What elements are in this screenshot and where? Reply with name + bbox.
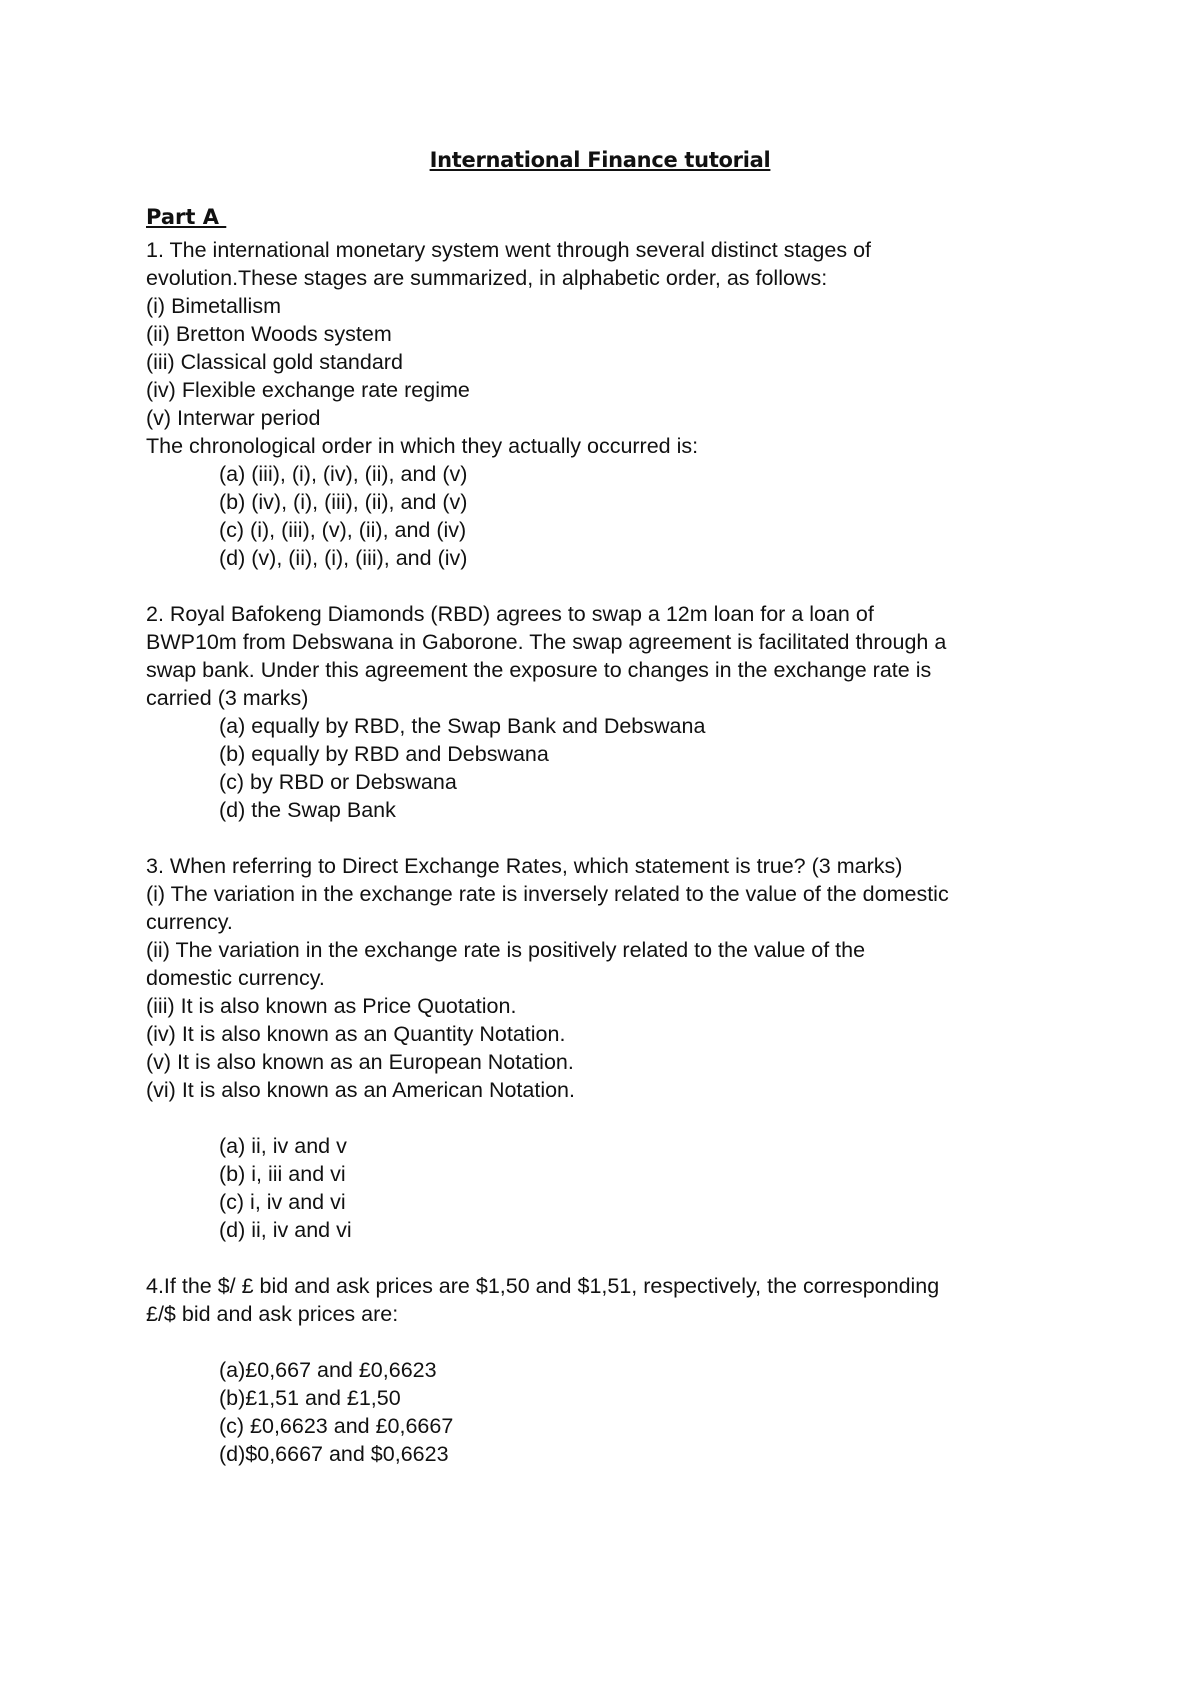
- question-2: [146, 600, 1076, 824]
- question-1-option-a: (a) (iii), (i), (iv), (ii), and (v): [219, 462, 468, 486]
- question-1-stage-item: (iii) Classical gold standard: [146, 350, 403, 374]
- question-3-line: 3. When referring to Direct Exchange Rates, which statement is true? (3 marks): [146, 854, 903, 878]
- question-2-option-a: (a) equally by RBD, the Swap Bank and Debswana: [219, 714, 706, 738]
- spacer: [146, 572, 1076, 600]
- part-a-heading: Part A: [146, 205, 227, 229]
- question-3-statement: (i) The variation in the exchange rate is inversely related to the value of the domestic: [146, 882, 949, 906]
- question-3-statement: currency.: [146, 910, 233, 934]
- question-4-option-d: (d)$0,6667 and $0,6623: [219, 1442, 449, 1466]
- question-4-option-b: (b)£1,51 and £1,50: [219, 1386, 401, 1410]
- question-2-option-b: (b) equally by RBD and Debswana: [219, 742, 549, 766]
- spacer: [146, 1104, 1076, 1132]
- question-1-line: evolution.These stages are summarized, in alphabetic order, as follows:: [146, 266, 828, 290]
- question-3-option-b: (b) i, iii and vi: [219, 1162, 346, 1186]
- document-body: [146, 236, 1076, 1468]
- question-3-option-a: (a) ii, iv and v: [219, 1134, 347, 1158]
- question-1: [146, 236, 1076, 572]
- question-3-option-d: (d) ii, iv and vi: [219, 1218, 352, 1242]
- spacer: [146, 824, 1076, 852]
- question-1-line: 1. The international monetary system went through several distinct stages of: [146, 238, 872, 262]
- spacer: [146, 1244, 1076, 1272]
- question-3: [146, 852, 1076, 1244]
- question-2-option-c: (c) by RBD or Debswana: [219, 770, 457, 794]
- question-1-prompt: The chronological order in which they actually occurred is:: [146, 434, 699, 458]
- question-1-option-d: (d) (v), (ii), (i), (iii), and (iv): [219, 546, 468, 570]
- question-2-line: BWP10m from Debswana in Gaborone. The swap agreement is facilitated through a: [146, 630, 947, 654]
- question-1-stage-item: (i) Bimetallism: [146, 294, 281, 318]
- question-4: [146, 1272, 1076, 1468]
- question-1-stage-item: (ii) Bretton Woods system: [146, 322, 392, 346]
- question-3-statement: (v) It is also known as an European Notation.: [146, 1050, 574, 1074]
- spacer: [146, 1328, 1076, 1356]
- question-1-option-b: (b) (iv), (i), (iii), (ii), and (v): [219, 490, 468, 514]
- question-3-statement: (iv) It is also known as an Quantity Notation.: [146, 1022, 566, 1046]
- question-1-option-c: (c) (i), (iii), (v), (ii), and (iv): [219, 518, 467, 542]
- question-2-line: carried (3 marks): [146, 686, 309, 710]
- question-4-line: 4.If the $/ £ bid and ask prices are $1,50 and $1,51, respectively, the corresponding: [146, 1274, 940, 1298]
- question-3-statement: (vi) It is also known as an American Notation.: [146, 1078, 575, 1102]
- question-3-statement: domestic currency.: [146, 966, 325, 990]
- question-3-statement: (ii) The variation in the exchange rate is positively related to the value of the: [146, 938, 866, 962]
- question-4-line: £/$ bid and ask prices are:: [146, 1302, 399, 1326]
- question-2-line: 2. Royal Bafokeng Diamonds (RBD) agrees to swap a 12m loan for a loan of: [146, 602, 874, 626]
- document-title: International Finance tutorial: [429, 148, 771, 172]
- question-1-stage-item: (v) Interwar period: [146, 406, 321, 430]
- question-4-option-a: (a)£0,667 and £0,6623: [219, 1358, 437, 1382]
- question-2-option-d: (d) the Swap Bank: [219, 798, 396, 822]
- question-1-stage-item: (iv) Flexible exchange rate regime: [146, 378, 470, 402]
- question-3-option-c: (c) i, iv and vi: [219, 1190, 346, 1214]
- question-2-line: swap bank. Under this agreement the exposure to changes in the exchange rate is: [146, 658, 932, 682]
- question-3-statement: (iii) It is also known as Price Quotation.: [146, 994, 517, 1018]
- question-4-option-c: (c) £0,6623 and £0,6667: [219, 1414, 454, 1438]
